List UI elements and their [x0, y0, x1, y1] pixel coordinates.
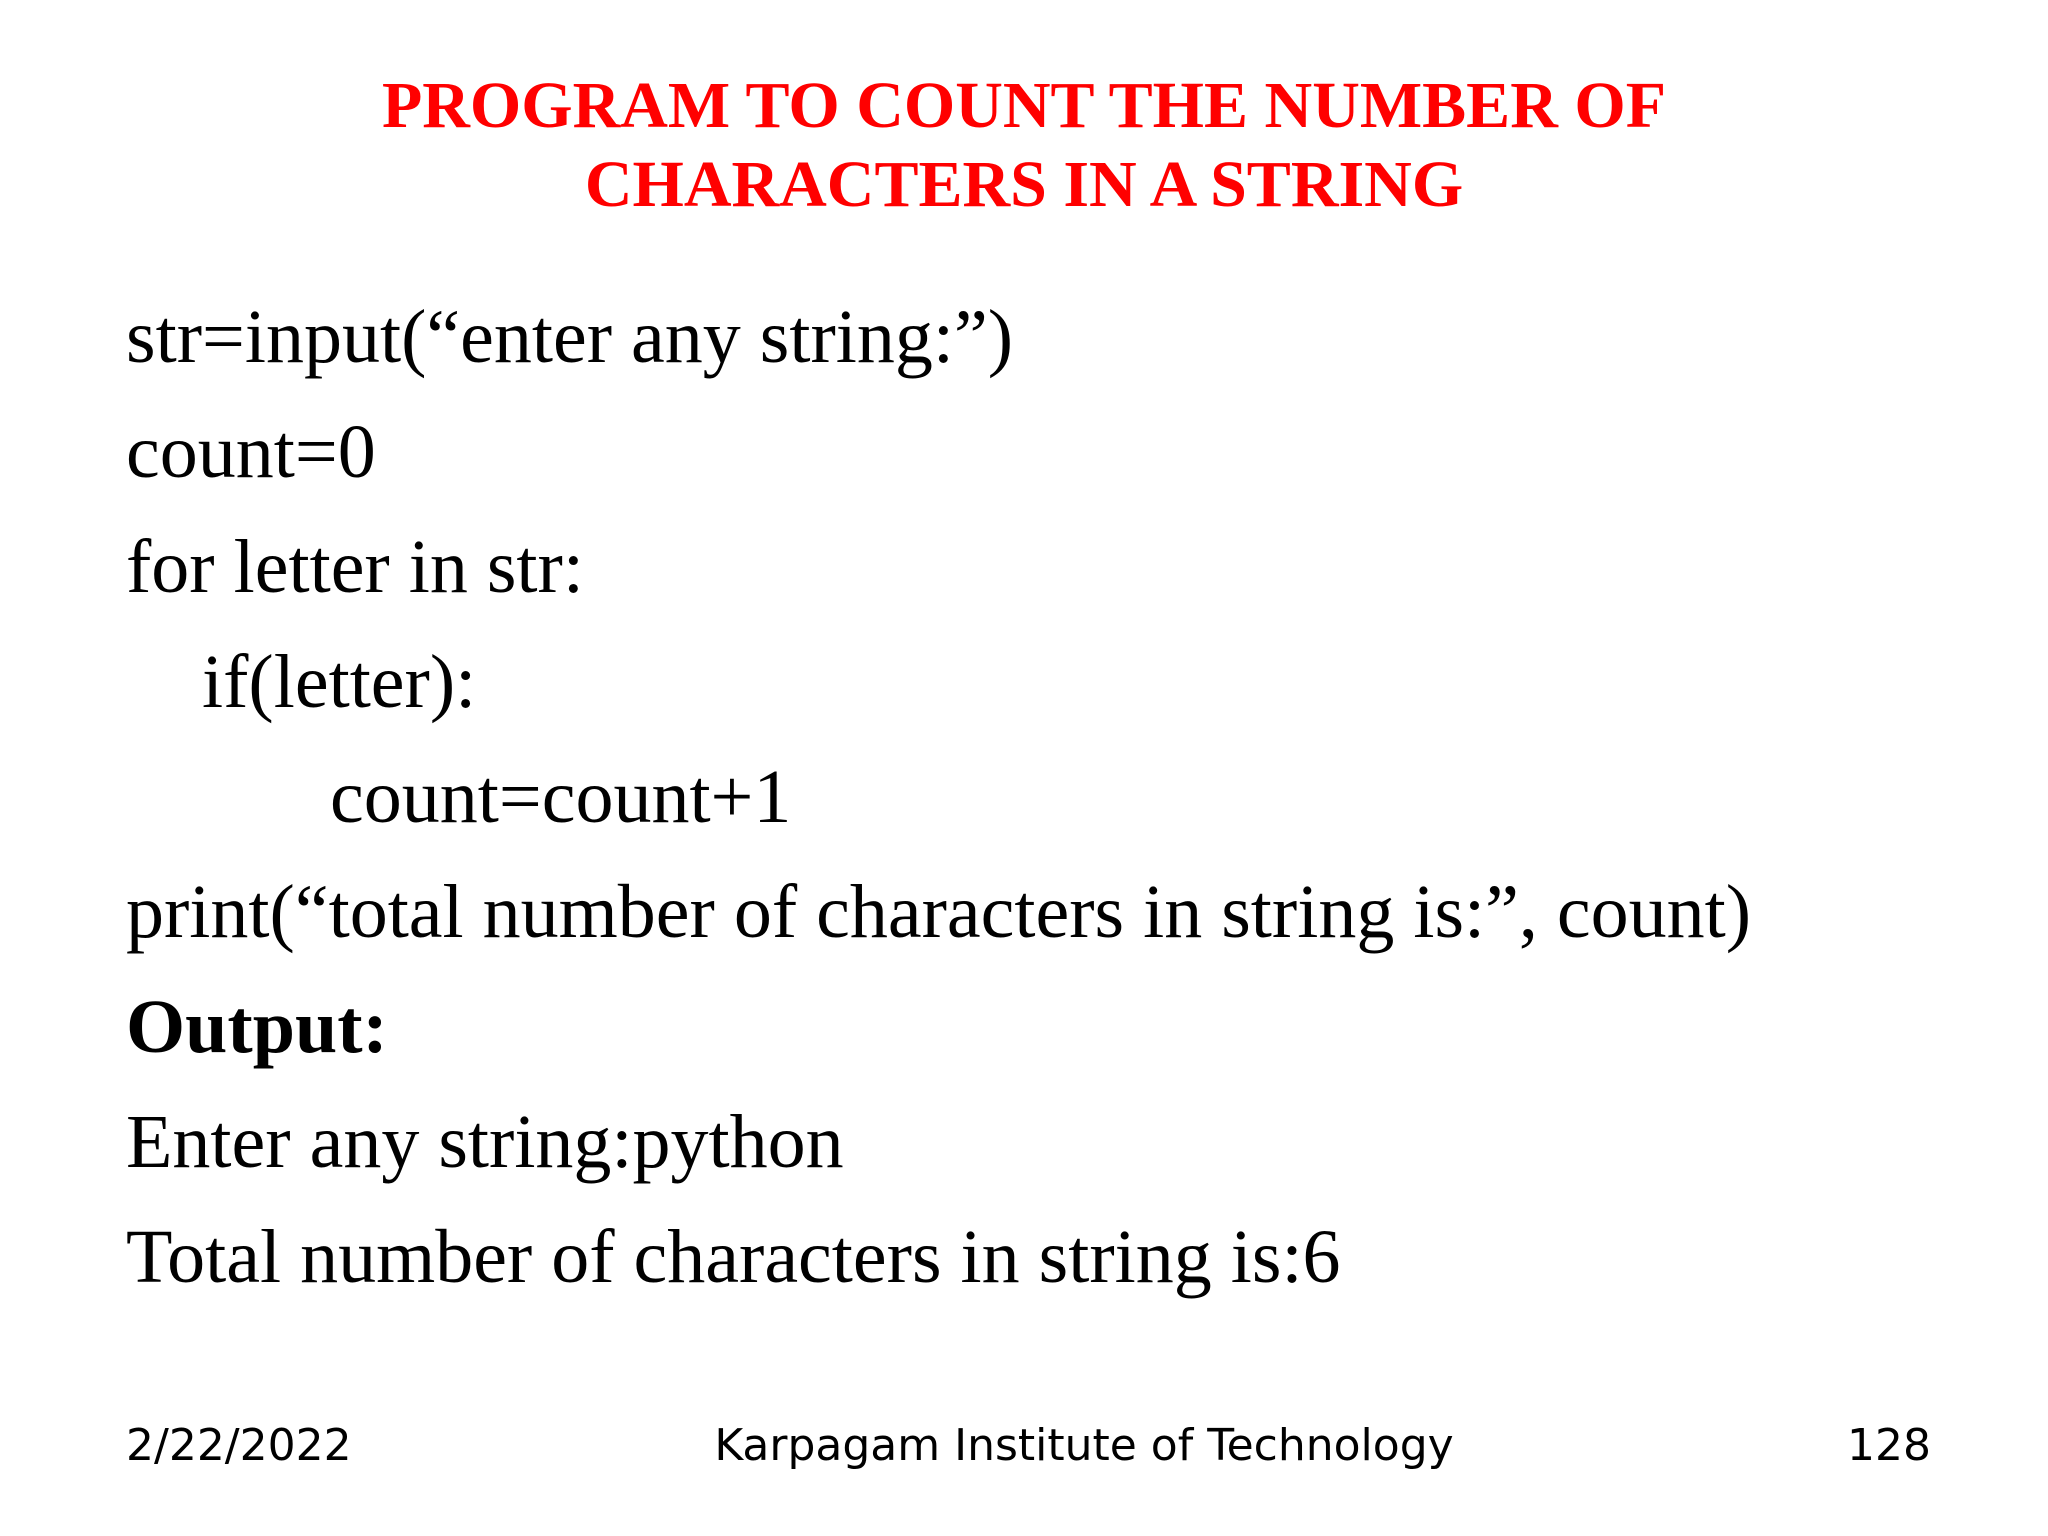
slide-title-line-1: PROGRAM TO COUNT THE NUMBER OF [381, 69, 1667, 142]
code-line-print: print(“total number of characters in string is:”, count) [126, 870, 1752, 954]
code-line-increment: count=count+1 [330, 755, 792, 839]
footer-date: 2/22/2022 [126, 1420, 352, 1471]
code-line-for-loop: for letter in str: [126, 525, 584, 609]
slide-title [0, 66, 2048, 224]
output-heading: Output: [126, 985, 388, 1069]
slide-title-line-2: CHARACTERS IN A STRING [584, 148, 1464, 221]
footer-institution: Karpagam Institute of Technology [714, 1420, 1454, 1471]
code-line-count-init: count=0 [126, 410, 376, 494]
output-line-result: Total number of characters in string is:6 [126, 1215, 1341, 1299]
code-line-if: if(letter): [202, 640, 477, 724]
code-line-input: str=input(“enter any string:”) [126, 295, 1014, 379]
output-line-prompt: Enter any string:python [126, 1100, 844, 1184]
footer-page-number: 128 [1847, 1420, 1931, 1471]
